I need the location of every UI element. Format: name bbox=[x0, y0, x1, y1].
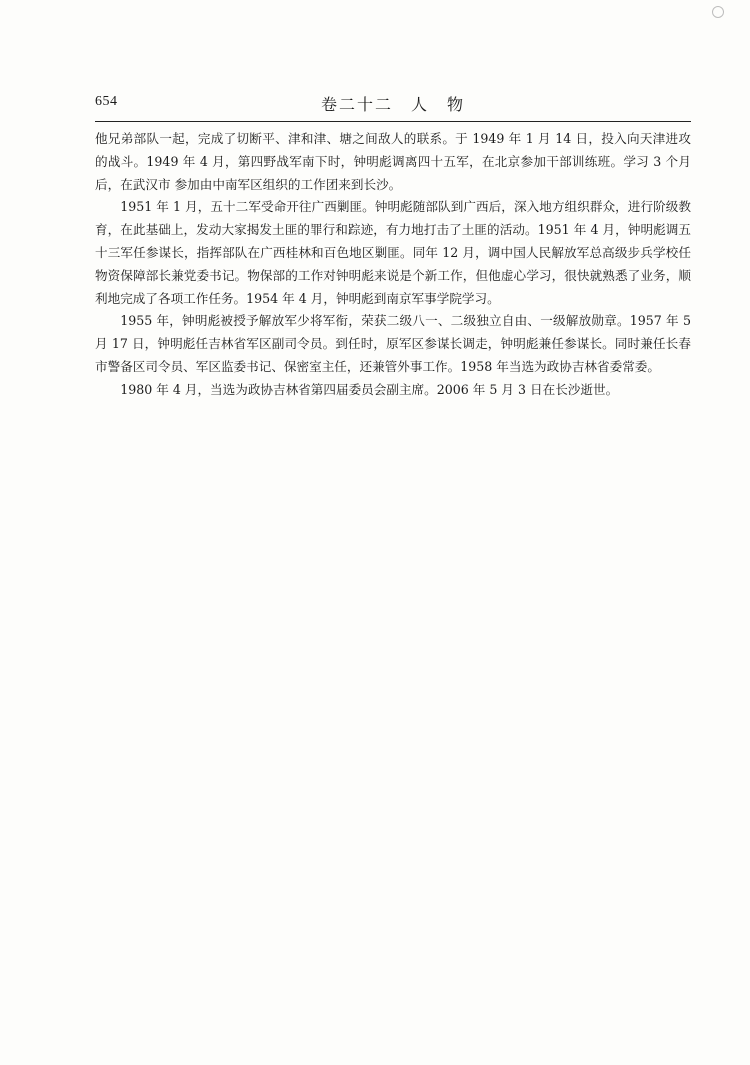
paragraph-3: 1955 年，钟明彪被授予解放军少将军衔，荣获二级八一、二级独立自由、一级解放勋章。1957 年 5 月 17 日，钟明彪任吉林省军区副司令员。到任时，原军区参谋长调走，钟明彪兼任参谋长。同时兼任长春市警备区司令员、军区监委书记、保密室主任，还兼管外事工作。1958 年当选为政协吉林省委常委。 bbox=[95, 313, 691, 374]
paragraph-2: 1951 年 1 月，五十二军受命开往广西剿匪。钟明彪随部队到广西后，深入地方组织群众，进行阶级教育，在此基础上，发动大家揭发土匪的罪行和踪迹，有力地打击了土匪的活动。1951 年 4 月，钟明彪调五十三军任参谋长，指挥部队在广西桂林和百色地区剿匪。同年 12 月，调中国人民解放军总高级步兵学校任物资保障部长兼党委书记。物保部的工作对钟明彪来说是个新工作，但他虚心学习，很快就熟悉了业务，顺利地完成了各项工作任务。1954 年 4 月，钟明彪到南京军事学院学习。 bbox=[95, 199, 691, 306]
running-title: 卷二十二 人 物 bbox=[320, 95, 465, 114]
scan-corner-mark bbox=[712, 6, 724, 18]
paragraph-1: 他兄弟部队一起，完成了切断平、津和津、塘之间敌人的联系。于 1949 年 1 月 14 日，投入向天津进攻的战斗。1949 年 4 月，第四野战军南下时，钟明彪调离四十五军，在北京参加干部训练班。学习 3 个月后，在武汉市 参加由中南军区组织的工作团来到长沙。 bbox=[95, 131, 691, 192]
paragraph-4: 1980 年 4 月，当选为政协吉林省第四届委员会副主席。2006 年 5 月 3 日在长沙逝世。 bbox=[120, 381, 619, 397]
page-number: 654 bbox=[95, 94, 118, 109]
header-rule bbox=[95, 121, 691, 122]
page-header bbox=[95, 92, 691, 118]
body-text bbox=[95, 128, 691, 402]
